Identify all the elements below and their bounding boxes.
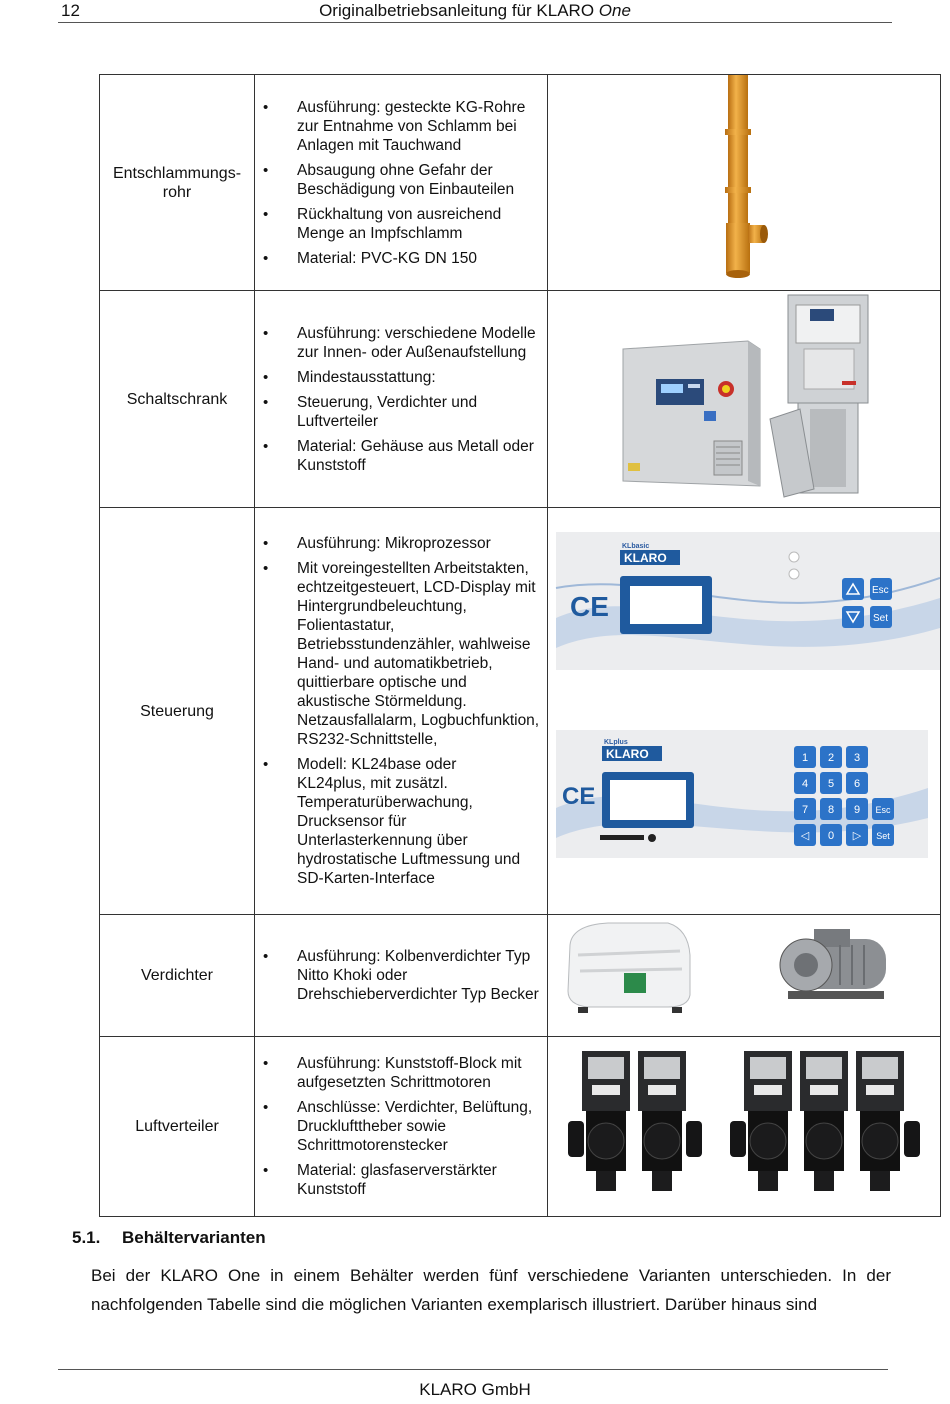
panel-plus-sub: KLplus xyxy=(604,739,628,746)
compressors-image xyxy=(548,915,940,1031)
keypad-key-label: 1 xyxy=(801,752,809,764)
list-item: • Mindestausstattung: xyxy=(255,368,541,387)
keypad-key-label: 4 xyxy=(801,778,809,790)
section-title: Behältervarianten xyxy=(122,1228,266,1247)
list-item: • Steuerung, Verdichter und Luftverteiler xyxy=(255,393,541,431)
keypad-key-label: ▷ xyxy=(852,830,862,842)
panel-base-brand: KLARO xyxy=(624,551,667,565)
valve-part xyxy=(750,1057,786,1079)
valve-part xyxy=(644,1123,680,1159)
valve-part xyxy=(588,1057,624,1079)
component-description xyxy=(255,508,548,915)
valve-part xyxy=(596,1171,616,1191)
controller-panels-image xyxy=(548,508,940,909)
list-item: • Material: glasfaserverstärkter Kunststoff xyxy=(255,1161,541,1199)
component-name: Schaltschrank xyxy=(100,291,255,508)
valve-part xyxy=(870,1171,890,1191)
valve-part xyxy=(592,1085,620,1095)
keypad-key-label: Esc xyxy=(875,805,891,815)
valve-connector xyxy=(904,1121,920,1157)
keypad-key-label: ◁ xyxy=(800,830,810,842)
keypad-key-label: 6 xyxy=(853,778,861,790)
section-heading xyxy=(72,1228,266,1248)
list-item: • Material: Gehäuse aus Metall oder Kunststoff xyxy=(255,437,541,475)
panel-base-sub: KLbasic xyxy=(622,543,650,550)
table-row xyxy=(100,291,941,508)
valve-connector xyxy=(686,1121,702,1157)
list-item: • Mit voreingestellten Arbeitstakten, echtzeitgesteuert, LCD-Display mit Hintergrundbeleuchtung, Folientastatur, Betriebsstundenzähler, wahlweise Hand- und automatikbetrieb, quittierbare optische und akustische Störmeldung. Netzausfallalarm, Logbuchfunktion, RS232-Schnittstelle, xyxy=(255,559,541,749)
valve-part xyxy=(750,1123,786,1159)
page-number: 12 xyxy=(61,1,80,20)
list-item: • Ausführung: Kolbenverdichter Typ Nitto Khoki oder xyxy=(255,947,541,985)
component-description xyxy=(255,915,548,1037)
table-row xyxy=(100,75,941,291)
list-item: • Ausführung: Mikroprozessor xyxy=(255,534,541,553)
document-title xyxy=(58,1,892,21)
section-number: 5.1. xyxy=(72,1228,101,1247)
list-item: • Anschlüsse: Verdichter, Belüftung, Drucklufttheber sowie Schrittmotorenstecker xyxy=(255,1098,541,1155)
keypad-key-label: Set xyxy=(876,831,890,841)
component-image-cell xyxy=(548,508,941,915)
kl24plus-panel xyxy=(556,730,928,858)
table-row xyxy=(100,508,941,915)
component-image-cell xyxy=(548,291,941,508)
sludge-pipe-image xyxy=(548,75,940,285)
valve-part xyxy=(806,1123,842,1159)
keypad-key-label: 2 xyxy=(827,752,835,764)
list-item: • Modell: KL24base oder xyxy=(255,755,541,774)
list-item: • Absaugung ohne Gefahr der Beschädigung von Einbauteilen xyxy=(255,161,541,199)
valve-part xyxy=(652,1171,672,1191)
panel-plus-ce: CE xyxy=(562,783,596,810)
valve-part xyxy=(810,1085,838,1095)
valve-part xyxy=(862,1057,898,1079)
list-item: • Rückhaltung von ausreichend Menge an Impfschlamm xyxy=(255,205,541,243)
list-item: • Material: PVC-KG DN 150 xyxy=(255,249,541,268)
keypad-key-label: 7 xyxy=(801,804,809,816)
page-header xyxy=(58,0,892,23)
page-footer: KLARO GmbH xyxy=(419,1380,531,1399)
kl24base-panel xyxy=(556,532,940,670)
control-cabinet-image xyxy=(548,291,940,502)
component-description xyxy=(255,75,548,291)
panel-base-key: Set xyxy=(873,613,889,624)
list-item: • Ausführung: verschiedene Modelle zur Innen- oder Außenaufstellung xyxy=(255,324,541,362)
keypad-key-label: 5 xyxy=(827,778,835,790)
document-title-italic: One xyxy=(598,1,631,20)
valve-blocks xyxy=(568,1051,920,1191)
footer-divider xyxy=(58,1369,888,1370)
component-name: Verdichter xyxy=(100,915,255,1037)
list-item-continuation: Drehschieberverdichter Typ Becker xyxy=(297,986,539,1003)
list-item-continuation: KL24plus, mit zusätzl. Temperaturüberwachung, Drucksensor für Unterlasterkennung über hydrostatische Luftmessung und SD-Karten-Interface xyxy=(297,775,521,887)
list-item: • Ausführung: Kunststoff-Block mit aufgesetzten Schrittmotoren xyxy=(255,1054,541,1092)
component-name: Steuerung xyxy=(100,508,255,915)
valve-part xyxy=(644,1057,680,1079)
air-distributor-image xyxy=(548,1037,940,1211)
keypad-key-label: 9 xyxy=(853,804,861,816)
component-image-cell xyxy=(548,1037,941,1217)
valve-part xyxy=(758,1171,778,1191)
valve-connector xyxy=(568,1121,584,1157)
valve-part xyxy=(754,1085,782,1095)
keypad-key-label: 0 xyxy=(827,830,835,842)
keypad-key-label: 3 xyxy=(853,752,861,764)
component-name: Luftverteiler xyxy=(100,1037,255,1217)
panel-base-ce: CE xyxy=(570,591,609,622)
component-name: Entschlammungs- rohr xyxy=(100,75,255,291)
valve-part xyxy=(806,1057,842,1079)
valve-connector xyxy=(730,1121,746,1157)
valve-part xyxy=(648,1085,676,1095)
document-title-text: Originalbetriebsanleitung für KLARO xyxy=(319,1,595,20)
panel-plus-brand: KLARO xyxy=(606,747,649,761)
component-description xyxy=(255,291,548,508)
component-description xyxy=(255,1037,548,1217)
valve-part xyxy=(814,1171,834,1191)
component-table xyxy=(99,74,941,1217)
valve-part xyxy=(588,1123,624,1159)
keypad-key-label: 8 xyxy=(827,804,835,816)
component-image-cell xyxy=(548,915,941,1037)
table-row xyxy=(100,915,941,1037)
body-paragraph: Bei der KLARO One in einem Behälter werden fünf verschiedene Varianten unterschieden. In der nachfolgenden Tabelle sind die möglichen Varianten exemplarisch illustriert. Darüber hinaus sind xyxy=(91,1266,891,1314)
component-image-cell xyxy=(548,75,941,291)
valve-part xyxy=(862,1123,898,1159)
panel-base-key: Esc xyxy=(872,585,889,596)
valve-part xyxy=(866,1085,894,1095)
table-row xyxy=(100,1037,941,1217)
list-item: • Ausführung: gesteckte KG-Rohre zur Entnahme von Schlamm bei Anlagen mit Tauchwand xyxy=(255,98,541,155)
